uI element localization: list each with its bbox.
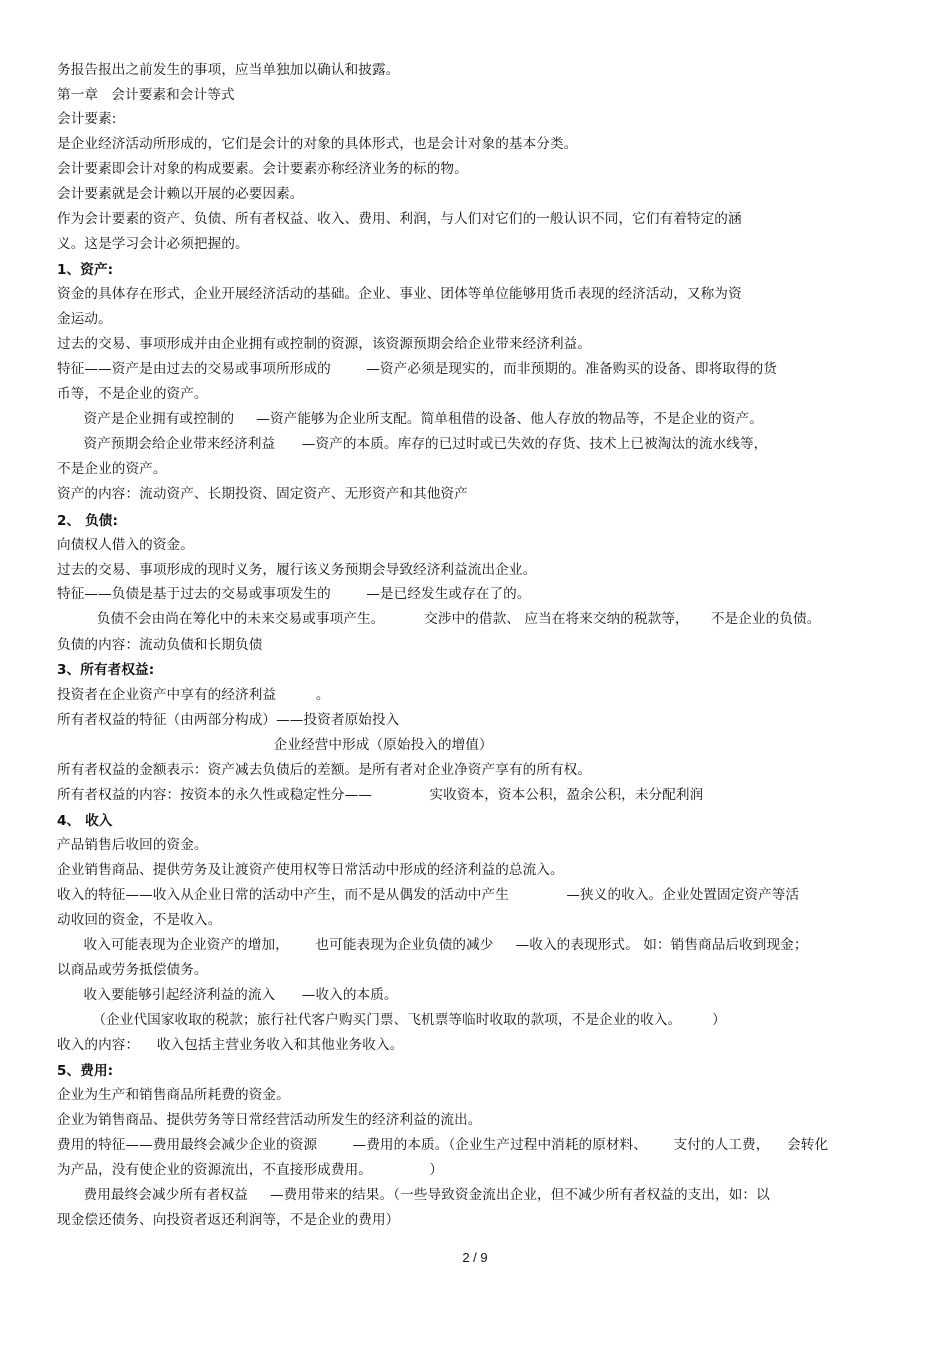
text-line: 向债权人借入的资金。 xyxy=(57,537,194,553)
text-line: 过去的交易、事项形成的现时义务，履行该义务预期会导致经济利益流出企业。 xyxy=(57,562,537,578)
text-line: 费用的特征——费用最终会减少企业的资源 —费用的本质。（企业生产过程中消耗的原材料、 支付的人工费， 会转化 xyxy=(57,1137,829,1153)
text-line: 企业经营中形成（原始投入的增值） xyxy=(57,737,493,753)
text-line: 特征——资产是由过去的交易或事项所形成的 —资产必须是现实的，而非预期的。准备购买的设备、即将取得的货 xyxy=(57,361,778,377)
text-line: 特征——负债是基于过去的交易或事项发生的 —是已经发生或存在了的。 xyxy=(57,586,531,602)
text-line: 企业销售商品、提供劳务及让渡资产使用权等日常活动中形成的经济利益的总流入。 xyxy=(57,862,564,878)
text-line: 务报告报出之前发生的事项，应当单独加以确认和披露。 xyxy=(57,62,400,78)
section-heading-expenses: 5、费用: xyxy=(57,1063,114,1079)
text-line: 企业为生产和销售商品所耗费的资金。 xyxy=(57,1087,290,1103)
text-line: 不是企业的资产。 xyxy=(57,461,167,477)
text-line: 负债的内容：流动负债和长期负债 xyxy=(57,637,263,653)
text-line: 资产是企业拥有或控制的 —资产能够为企业所支配。简单租借的设备、他人存放的物品等，不是企业的资产。 xyxy=(57,411,763,427)
text-line: 币等，不是企业的资产。 xyxy=(57,386,208,402)
text-line: 会计要素: xyxy=(57,111,117,127)
text-line: 收入要能够引起经济利益的流入 —收入的本质。 xyxy=(57,987,398,1003)
text-line: 产品销售后收回的资金。 xyxy=(57,837,208,853)
text-line: 所有者权益的内容：按资本的永久性或稳定性分—— 实收资本，资本公积，盈余公积，未分配利润 xyxy=(57,787,704,803)
text-line: 作为会计要素的资产、负债、所有者权益、收入、费用、利润，与人们对它们的一般认识不同，它们有着特定的涵 xyxy=(57,211,742,227)
text-line: 所有者权益的金额表示：资产减去负债后的差额。是所有者对企业净资产享有的所有权。 xyxy=(57,762,592,778)
text-line: 过去的交易、事项形成并由企业拥有或控制的资源，该资源预期会给企业带来经济利益。 xyxy=(57,336,592,352)
section-heading-equity: 3、所有者权益: xyxy=(57,662,155,678)
text-line: 是企业经济活动所形成的，它们是会计的对象的具体形式，也是会计对象的基本分类。 xyxy=(57,136,578,152)
text-line: 收入的特征——收入从企业日常的活动中产生，而不是从偶发的活动中产生 —狭义的收入。企业处置固定资产等活 xyxy=(57,887,800,903)
text-line: （企业代国家收取的税款；旅行社代客户购买门票、飞机票等临时收取的款项，不是企业的收入。 ） xyxy=(57,1012,726,1028)
text-line: 费用最终会减少所有者权益 —费用带来的结果。（一些导致资金流出企业，但不减少所有者权益的支出，如：以 xyxy=(57,1187,770,1203)
text-line: 企业为销售商品、提供劳务等日常经营活动所发生的经济利益的流出。 xyxy=(57,1112,482,1128)
section-heading-assets: 1、资产: xyxy=(57,262,114,278)
text-line: 为产品，没有使企业的资源流出，不直接形成费用。 ） xyxy=(57,1162,444,1178)
text-line: 会计要素就是会计赖以开展的必要因素。 xyxy=(57,186,304,202)
text-line: 动收回的资金，不是收入。 xyxy=(57,912,222,928)
text-line: 义。这是学习会计必须把握的。 xyxy=(57,236,249,252)
text-line: 收入的内容： 收入包括主营业务收入和其他业务收入。 xyxy=(57,1037,404,1053)
text-line: 负债不会由尚在筹化中的未来交易或事项产生。 交涉中的借款、 应当在将来交纳的税款等， 不是企业的负债。 xyxy=(57,611,821,627)
section-heading-revenue: 4、 收入 xyxy=(57,813,113,829)
text-line: 资产预期会给企业带来经济利益 —资产的本质。库存的已过时或已失效的存货、技术上已被淘汰的流水线等， xyxy=(57,436,768,452)
page-number: 2 / 9 xyxy=(462,1250,488,1265)
text-line: 现金偿还债务、向投资者返还利润等，不是企业的费用） xyxy=(57,1212,400,1228)
section-heading-liabilities: 2、 负债: xyxy=(57,513,119,529)
text-line: 金运动。 xyxy=(57,311,112,327)
text-line: 会计要素即会计对象的构成要素。会计要素亦称经济业务的标的物。 xyxy=(57,161,468,177)
text-line: 资金的具体存在形式，企业开展经济活动的基础。企业、事业、团体等单位能够用货币表现的经济活动，又称为资 xyxy=(57,286,742,302)
text-line: 资产的内容：流动资产、长期投资、固定资产、无形资产和其他资产 xyxy=(57,486,468,502)
text-line: 以商品或劳务抵偿债务。 xyxy=(57,962,208,978)
text-line: 收入可能表现为企业资产的增加， 也可能表现为企业负债的减少 —收入的表现形式。 如：销售商品后收到现金； xyxy=(57,937,808,953)
text-line: 所有者权益的特征（由两部分构成）——投资者原始投入 xyxy=(57,712,400,728)
text-line: 投资者在企业资产中享有的经济利益 。 xyxy=(57,687,330,703)
chapter-heading: 第一章 会计要素和会计等式 xyxy=(57,87,235,103)
